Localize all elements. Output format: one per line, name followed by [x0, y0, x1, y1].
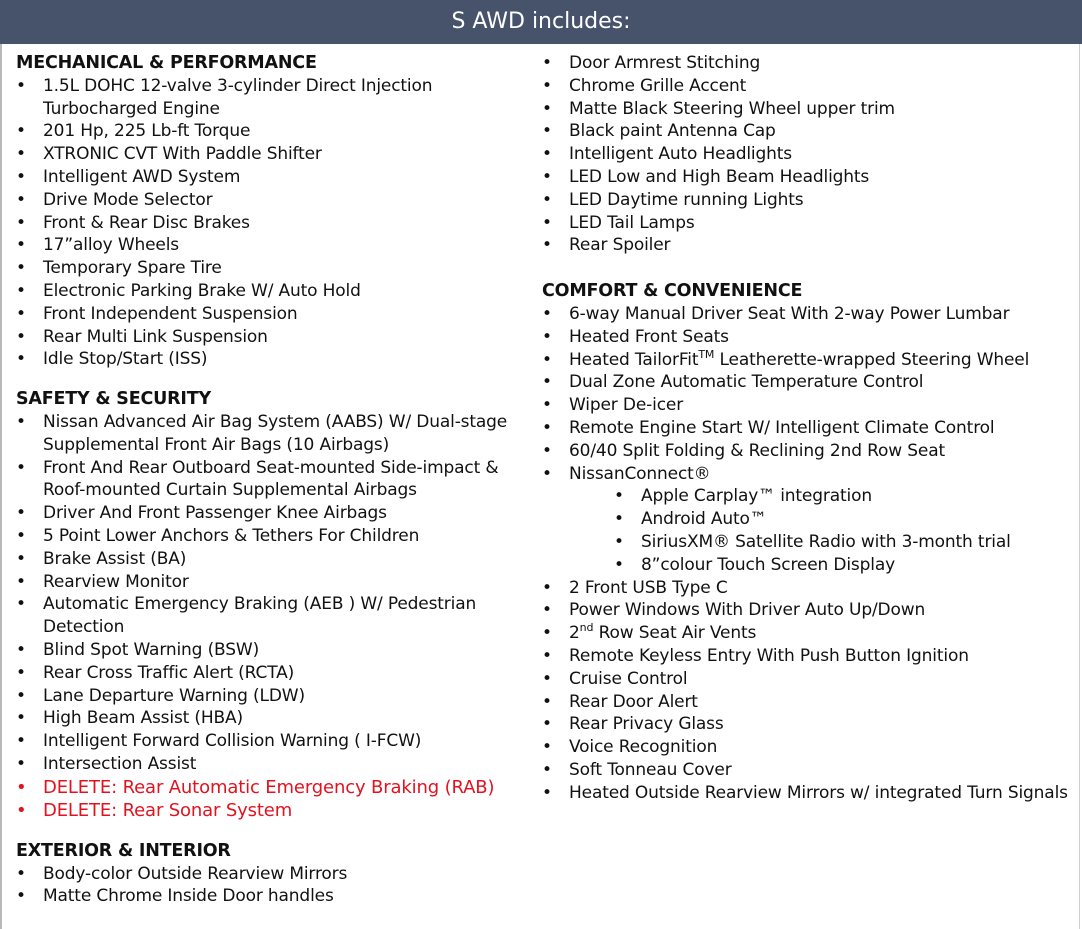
- feature-text: Brake Assist (BA): [43, 548, 187, 569]
- feature-text: LED Tail Lamps: [569, 212, 695, 233]
- feature-superscript: nd: [579, 621, 594, 635]
- section-title: MECHANICAL & PERFORMANCE: [16, 53, 317, 73]
- bullet-icon: •: [542, 121, 552, 142]
- feature-item: [16, 120, 541, 143]
- bullet-icon: •: [16, 594, 26, 615]
- bullet-icon: •: [16, 776, 27, 798]
- section-title: EXTERIOR & INTERIOR: [16, 840, 231, 861]
- feature-text: 1.5L DOHC 12-valve 3-cylinder Direct Injection Turbocharged Engine: [43, 75, 433, 119]
- bullet-icon: •: [16, 863, 26, 884]
- feature-text: Temporary Spare Tire: [43, 258, 222, 279]
- feature-text: Body-color Outside Rearview Mirrors: [43, 863, 348, 884]
- feature-item: [16, 662, 541, 685]
- feature-item: [542, 75, 1077, 98]
- feature-item: [542, 189, 1077, 212]
- bullet-icon: •: [16, 144, 26, 165]
- bullet-icon: •: [542, 645, 552, 666]
- feature-item: [16, 730, 541, 753]
- feature-text: Lane Departure Warning (LDW): [43, 685, 305, 706]
- feature-text: 6-way Manual Driver Seat With 2-way Power Lumbar: [569, 303, 1010, 324]
- feature-text: Nissan Advanced Air Bag System (AABS) W/ Dual-stage Supplemental Front Air Bags (10 Airbags): [43, 411, 508, 455]
- bullet-icon: •: [16, 189, 26, 210]
- feature-text: Rear Spoiler: [569, 235, 671, 256]
- feature-text: Rear Cross Traffic Alert (RCTA): [43, 662, 295, 683]
- page-header: S AWD includes:: [0, 0, 1082, 44]
- feature-text: High Beam Assist (HBA): [43, 708, 244, 729]
- feature-item: [542, 736, 1077, 759]
- feature-list: [16, 411, 541, 823]
- bullet-icon: •: [542, 714, 552, 735]
- feature-item: [542, 713, 1077, 736]
- bullet-icon: •: [542, 303, 552, 324]
- bullet-icon: •: [542, 577, 552, 598]
- bullet-icon: •: [16, 639, 26, 660]
- feature-text: 17”alloy Wheels: [43, 235, 179, 256]
- bullet-icon: •: [16, 571, 26, 592]
- feature-item: [542, 782, 1077, 805]
- feature-text: 8”colour Touch Screen Display: [641, 554, 896, 575]
- feature-text: 5 Point Lower Anchors & Tethers For Children: [43, 525, 420, 546]
- feature-item: [16, 326, 541, 349]
- section-title: COMFORT & CONVENIENCE: [542, 281, 803, 302]
- feature-item: [16, 411, 541, 457]
- feature-text: Rear Multi Link Suspension: [43, 326, 268, 347]
- feature-text: Intersection Assist: [43, 753, 197, 774]
- feature-item: [542, 668, 1077, 691]
- bullet-icon: •: [16, 457, 26, 478]
- section-title: SAFETY & SECURITY: [16, 389, 211, 410]
- feature-item: [16, 189, 541, 212]
- bullet-icon: •: [614, 509, 624, 530]
- feature-list: [542, 303, 1077, 805]
- feature-item: [542, 440, 1077, 463]
- bullet-icon: •: [542, 349, 552, 370]
- feature-text: Driver And Front Passenger Knee Airbags: [43, 503, 387, 524]
- deleted-feature-item: [16, 776, 541, 800]
- feature-item: [542, 52, 1077, 75]
- feature-item: [16, 707, 541, 730]
- feature-text-continued: Leatherette-wrapped Steering Wheel: [714, 349, 1030, 370]
- feature-item: [542, 394, 1077, 417]
- feature-item: [16, 303, 541, 326]
- bullet-icon: •: [542, 235, 552, 256]
- bullet-icon: •: [542, 166, 552, 187]
- feature-text: Intelligent AWD System: [43, 166, 241, 187]
- feature-item: [542, 143, 1077, 166]
- feature-text: LED Low and High Beam Headlights: [569, 166, 870, 187]
- bullet-icon: •: [542, 212, 552, 233]
- feature-item: [542, 463, 1077, 486]
- feature-item: [542, 120, 1077, 143]
- feature-item: [16, 280, 541, 303]
- feature-item: [542, 326, 1077, 349]
- feature-text: Chrome Grille Accent: [569, 75, 747, 96]
- bullet-icon: •: [16, 708, 26, 729]
- feature-text-continued: Row Seat Air Vents: [593, 623, 757, 644]
- feature-text: Rear Privacy Glass: [569, 714, 724, 735]
- bullet-icon: •: [542, 53, 552, 73]
- feature-item: [16, 212, 541, 235]
- feature-text: Soft Tonneau Cover: [569, 759, 732, 780]
- bullet-icon: •: [614, 531, 624, 552]
- feature-text: Intelligent Forward Collision Warning ( I-FCW): [43, 731, 422, 752]
- feature-item: [16, 234, 541, 257]
- feature-item: [542, 691, 1077, 714]
- bullet-icon: •: [16, 75, 26, 96]
- feature-text: LED Daytime running Lights: [569, 189, 804, 210]
- feature-text: Blind Spot Warning (BSW): [43, 639, 260, 660]
- bullet-icon: •: [16, 503, 26, 524]
- feature-item: [542, 166, 1077, 189]
- feature-text: Power Windows With Driver Auto Up/Down: [569, 600, 926, 621]
- feature-text: DELETE: Rear Sonar System: [43, 800, 293, 822]
- bullet-icon: •: [542, 440, 552, 461]
- feature-item: [16, 639, 541, 662]
- feature-item: [16, 863, 541, 886]
- bullet-icon: •: [542, 463, 552, 484]
- bullet-icon: •: [542, 759, 552, 780]
- feature-list: [16, 863, 541, 909]
- feature-text: Matte Black Steering Wheel upper trim: [569, 98, 895, 119]
- feature-text: Front Independent Suspension: [43, 303, 298, 324]
- bullet-icon: •: [542, 623, 552, 644]
- feature-text: Rearview Monitor: [43, 571, 189, 592]
- feature-section: [542, 280, 1077, 804]
- feature-text: Front & Rear Disc Brakes: [43, 212, 250, 233]
- bullet-icon: •: [16, 800, 27, 822]
- feature-item: [542, 417, 1077, 440]
- feature-item: [542, 531, 1077, 554]
- bullet-icon: •: [542, 144, 552, 165]
- feature-item: [16, 166, 541, 189]
- feature-text: Front And Rear Outboard Seat-mounted Side-impact & Roof-mounted Curtain Supplemental Airbags: [43, 457, 499, 501]
- feature-text: Idle Stop/Start (ISS): [43, 349, 208, 370]
- bullet-icon: •: [16, 258, 26, 279]
- left-column: [16, 52, 541, 925]
- feature-item: [542, 98, 1077, 121]
- feature-item: [542, 577, 1077, 600]
- feature-item: [542, 554, 1077, 577]
- bullet-icon: •: [542, 600, 552, 621]
- feature-text: 60/40 Split Folding & Reclining 2nd Row Seat: [569, 440, 945, 461]
- feature-text: Automatic Emergency Braking (AEB ) W/ Pedestrian Detection: [43, 594, 477, 638]
- bullet-icon: •: [16, 166, 26, 187]
- feature-section: [16, 388, 541, 823]
- feature-superscript: TM: [698, 347, 715, 361]
- feature-text: Door Armrest Stitching: [569, 53, 761, 73]
- bullet-icon: •: [16, 525, 26, 546]
- bullet-icon: •: [16, 212, 26, 233]
- feature-text: Dual Zone Automatic Temperature Control: [569, 372, 924, 393]
- feature-text: NissanConnect®: [569, 463, 711, 484]
- bullet-icon: •: [16, 326, 26, 347]
- feature-text: SiriusXM® Satellite Radio with 3-month trial: [641, 531, 1011, 552]
- bullet-icon: •: [542, 75, 552, 96]
- feature-item: [16, 885, 541, 908]
- bullet-icon: •: [16, 753, 26, 774]
- bullet-icon: •: [542, 395, 552, 416]
- feature-section: [542, 52, 1077, 257]
- feature-text: Android Auto™: [641, 509, 767, 530]
- right-column: [542, 52, 1077, 828]
- feature-item: [16, 685, 541, 708]
- bullet-icon: •: [542, 782, 552, 803]
- feature-item: [542, 485, 1077, 508]
- feature-text: 2 Front USB Type C: [569, 577, 728, 598]
- bullet-icon: •: [542, 326, 552, 347]
- bullet-icon: •: [16, 548, 26, 569]
- feature-item: [542, 303, 1077, 326]
- feature-section: [16, 840, 541, 908]
- feature-text: 201 Hp, 225 Lb-ft Torque: [43, 121, 251, 142]
- feature-text: Remote Engine Start W/ Intelligent Climate Control: [569, 417, 995, 438]
- feature-text: XTRONIC CVT With Paddle Shifter: [43, 144, 322, 165]
- feature-item: [16, 348, 541, 371]
- bullet-icon: •: [16, 662, 26, 683]
- feature-item: [16, 75, 541, 121]
- feature-text: Wiper De-icer: [569, 395, 684, 416]
- feature-text: Voice Recognition: [569, 737, 718, 758]
- bullet-icon: •: [614, 554, 624, 575]
- feature-item: [542, 212, 1077, 235]
- bullet-icon: •: [542, 668, 552, 689]
- feature-text: Heated Outside Rearview Mirrors w/ integrated Turn Signals: [569, 782, 1068, 803]
- bullet-icon: •: [16, 235, 26, 256]
- feature-item: [16, 593, 541, 639]
- feature-text: Apple Carplay™ integration: [641, 486, 872, 507]
- bullet-icon: •: [614, 486, 624, 507]
- feature-item: [542, 645, 1077, 668]
- bullet-icon: •: [16, 411, 26, 432]
- bullet-icon: •: [542, 189, 552, 210]
- bullet-icon: •: [16, 121, 26, 142]
- bullet-icon: •: [16, 731, 26, 752]
- feature-list: [542, 52, 1077, 257]
- feature-list: [16, 75, 541, 371]
- bullet-icon: •: [542, 691, 552, 712]
- feature-text: Drive Mode Selector: [43, 189, 213, 210]
- feature-item: [542, 599, 1077, 622]
- feature-text: Intelligent Auto Headlights: [569, 144, 792, 165]
- bullet-icon: •: [16, 349, 26, 370]
- bullet-icon: •: [542, 417, 552, 438]
- feature-item: [16, 571, 541, 594]
- feature-text: Heated Front Seats: [569, 326, 729, 347]
- bullet-icon: •: [16, 886, 26, 907]
- feature-text: Remote Keyless Entry With Push Button Ignition: [569, 645, 969, 666]
- bullet-icon: •: [542, 737, 552, 758]
- feature-section: [16, 52, 541, 371]
- feature-item: [16, 548, 541, 571]
- feature-item: [542, 508, 1077, 531]
- feature-text: Black paint Antenna Cap: [569, 121, 776, 142]
- bullet-icon: •: [542, 372, 552, 393]
- feature-item: [542, 622, 1077, 645]
- feature-item: [16, 257, 541, 280]
- feature-item: [16, 525, 541, 548]
- bullet-icon: •: [16, 280, 26, 301]
- feature-item: [542, 349, 1077, 372]
- feature-text: Matte Chrome Inside Door handles: [43, 886, 334, 907]
- feature-item: [542, 759, 1077, 782]
- feature-item: [16, 143, 541, 166]
- feature-item: [16, 753, 541, 776]
- feature-text: Cruise Control: [569, 668, 688, 689]
- bullet-icon: •: [16, 303, 26, 324]
- feature-item: [542, 371, 1077, 394]
- deleted-feature-item: [16, 799, 541, 823]
- feature-text: Heated TailorFit: [569, 349, 699, 370]
- feature-text: 2: [569, 623, 580, 644]
- feature-item: [16, 502, 541, 525]
- feature-item: [16, 457, 541, 503]
- bullet-icon: •: [16, 685, 26, 706]
- feature-item: [542, 234, 1077, 257]
- feature-text: Rear Door Alert: [569, 691, 698, 712]
- feature-text: DELETE: Rear Automatic Emergency Braking (RAB): [43, 776, 495, 798]
- feature-text: Electronic Parking Brake W/ Auto Hold: [43, 280, 361, 301]
- bullet-icon: •: [542, 98, 552, 119]
